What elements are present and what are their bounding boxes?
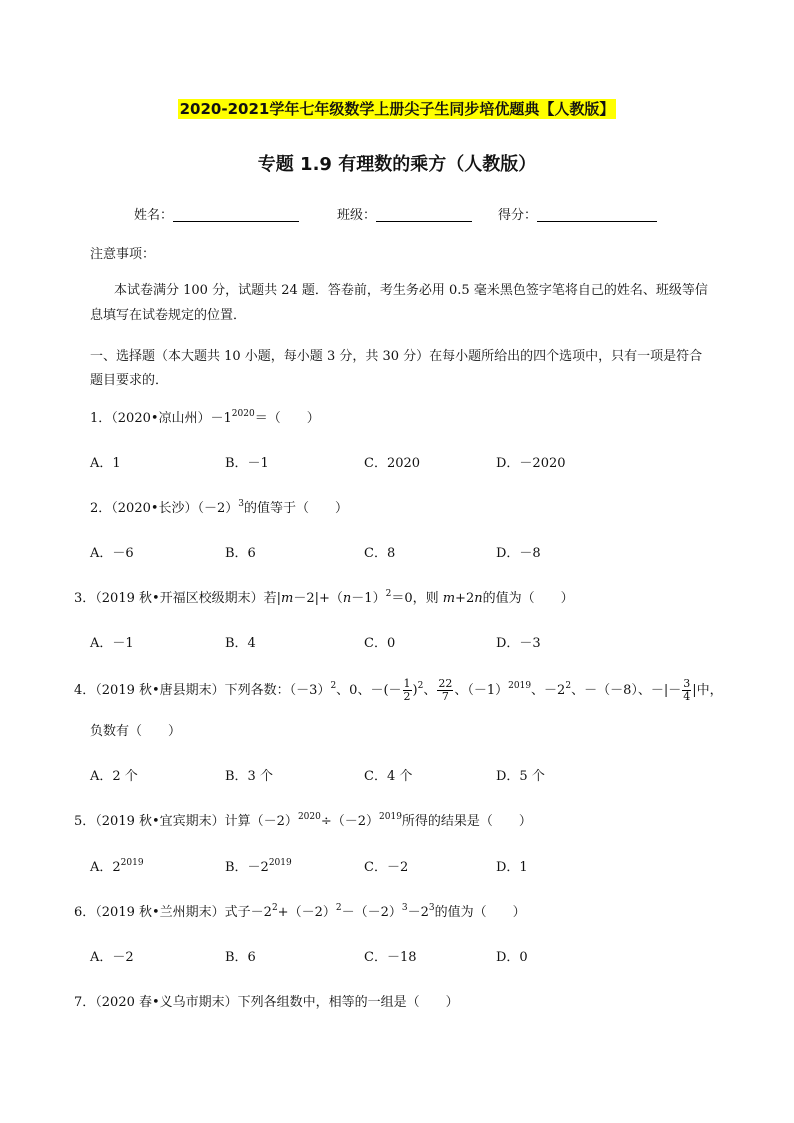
q5-option-a[interactable] xyxy=(90,856,144,875)
q2-option-b[interactable]: B．6 xyxy=(225,546,256,561)
q3-options xyxy=(90,632,710,650)
q5-stem-part: ÷（－2） xyxy=(320,814,380,829)
q6-stem: 6．（2019 秋•兰州期末）式子－2 xyxy=(74,905,272,920)
q4-option-a[interactable]: A．2 个 xyxy=(90,769,138,784)
q4-option-c[interactable]: C．4 个 xyxy=(364,769,413,784)
q2-exponent: 3 xyxy=(238,499,245,509)
q3-stem-part: －1） xyxy=(351,591,386,606)
q4-stem-part: 、－2 xyxy=(531,683,566,698)
q1-stem: 1．（2020•凉山州）－1 xyxy=(90,411,232,426)
q1-exponent: 2020 xyxy=(231,409,255,419)
q4-exponent: 2 xyxy=(330,681,337,691)
q2-option-a[interactable]: A．－6 xyxy=(90,546,134,561)
q4-options xyxy=(90,765,710,783)
q1-option-b[interactable]: B．－1 xyxy=(225,456,269,471)
notice-heading: 注意事项： xyxy=(90,247,156,262)
class-label: 班级： xyxy=(337,208,377,223)
q6-option-d[interactable]: D．0 xyxy=(496,950,528,965)
name-blank[interactable] xyxy=(173,207,299,222)
q1-stem-end: ＝（ ） xyxy=(254,411,320,426)
q6-option-a[interactable]: A．－2 xyxy=(90,950,134,965)
q2-options xyxy=(90,542,710,560)
section-line-2: 题目要求的． xyxy=(90,373,169,388)
q3-option-a[interactable]: A．－1 xyxy=(90,636,134,651)
q3-var-m: m xyxy=(281,591,294,606)
q3-stem-end: 的值为（ ） xyxy=(482,591,574,606)
q4-fraction-1 xyxy=(403,678,412,703)
q3-exponent: 2 xyxy=(385,589,392,599)
q4-stem-part: ) xyxy=(412,683,418,698)
fraction-denominator: 7 xyxy=(441,690,449,703)
q4-fraction-2 xyxy=(437,678,453,703)
q4-option-b[interactable]: B．3 个 xyxy=(225,769,273,784)
q6-stem-part: +（－2） xyxy=(277,905,336,920)
q6-exponent: 2 xyxy=(271,903,278,913)
section-line-1: 一、选择题（本大题共 10 小题，每小题 3 分，共 30 分）在每小题所给出的四个选项中，只有一项是符合 xyxy=(90,349,703,364)
q3-stem-part: －2|+（ xyxy=(293,591,343,606)
q4-stem-part: 、0、 xyxy=(336,683,371,698)
series-banner xyxy=(0,98,794,119)
q4-exponent: 2019 xyxy=(508,681,532,691)
q4-stem-part: －(－ xyxy=(370,683,402,698)
q4-stem-end: |中， xyxy=(692,683,723,698)
question-3 xyxy=(74,587,574,606)
q5-option-a-base: A．2 xyxy=(90,860,121,875)
q6-stem-part: －（－2） xyxy=(341,905,402,920)
fraction-denominator: 2 xyxy=(403,690,411,703)
q4-line-2: 负数有（ ） xyxy=(90,724,182,739)
q3-option-c[interactable]: C．0 xyxy=(364,636,396,651)
question-7: 7．（2020 春•义乌市期末）下列各组数中，相等的一组是（ ） xyxy=(74,995,459,1010)
q3-option-d[interactable]: D．－3 xyxy=(496,636,541,651)
score-label: 得分： xyxy=(498,208,538,223)
q3-stem: 3．（2019 秋•开福区校级期末）若| xyxy=(74,591,282,606)
notice-line-1: 本试卷满分 100 分，试题共 24 题．答卷前，考生务必用 0.5 毫米黑色签字笔将自己的姓名、班级等信 xyxy=(114,283,708,298)
q6-stem-end: 的值为（ ） xyxy=(434,905,526,920)
q2-stem: 2．（2020•长沙）（－2） xyxy=(90,501,239,516)
q5-options xyxy=(90,856,710,874)
q5-exponent: 2020 xyxy=(297,812,321,822)
question-1 xyxy=(90,407,320,426)
q5-option-b-exponent: 2019 xyxy=(268,858,292,868)
q5-option-b[interactable] xyxy=(225,856,292,875)
q5-stem-end: 所得的结果是（ ） xyxy=(401,814,532,829)
fraction-numerator: 22 xyxy=(438,677,453,690)
q6-stem-part: －2 xyxy=(407,905,429,920)
notice-line-2: 息填写在试卷规定的位置． xyxy=(90,308,247,323)
q1-options xyxy=(90,452,710,470)
question-6 xyxy=(74,901,526,920)
name-field[interactable] xyxy=(134,204,299,223)
q6-option-c[interactable]: C．－18 xyxy=(364,950,417,965)
q5-option-b-base: B．－2 xyxy=(225,860,269,875)
q3-stem-part: ＝0，则 xyxy=(391,591,443,606)
q5-option-a-exponent: 2019 xyxy=(120,858,144,868)
name-label: 姓名： xyxy=(134,208,174,223)
q6-options xyxy=(90,946,710,964)
class-blank[interactable] xyxy=(376,207,472,222)
score-blank[interactable] xyxy=(537,207,657,222)
q6-exponent: 3 xyxy=(428,903,435,913)
q6-option-b[interactable]: B．6 xyxy=(225,950,256,965)
q4-fraction-3 xyxy=(682,678,691,703)
page-title: 专题 1.9 有理数的乘方（人教版） xyxy=(257,154,537,175)
q4-stem: 4．（2019 秋•唐县期末）下列各数：（－3） xyxy=(74,683,331,698)
q3-var-n: n xyxy=(342,591,352,606)
q1-option-a[interactable]: A．1 xyxy=(90,456,121,471)
question-4 xyxy=(74,678,723,703)
q3-var-m: m xyxy=(442,591,456,606)
q3-stem-part: +2 xyxy=(455,591,475,606)
q2-option-d[interactable]: D．－8 xyxy=(496,546,541,561)
fraction-denominator: 4 xyxy=(683,690,691,703)
q1-option-d[interactable]: D．－2020 xyxy=(496,456,566,471)
q4-exponent: 2 xyxy=(565,681,572,691)
q5-option-c[interactable]: C．－2 xyxy=(364,860,409,875)
q5-stem: 5．（2019 秋•宜宾期末）计算（－2） xyxy=(74,814,298,829)
q1-option-c[interactable]: C．2020 xyxy=(364,456,421,471)
fraction-numerator: 3 xyxy=(683,677,691,690)
q4-stem-part: 、－（－8）、－|－ xyxy=(571,683,682,698)
banner-text: 2020-2021学年七年级数学上册尖子生同步培优题典【人教版】 xyxy=(179,100,615,118)
q4-option-d[interactable]: D．5 个 xyxy=(496,769,545,784)
q6-exponent: 2 xyxy=(335,903,342,913)
question-5 xyxy=(74,810,532,829)
q5-option-d[interactable]: D．1 xyxy=(496,860,528,875)
fraction-numerator: 1 xyxy=(403,677,411,690)
question-2 xyxy=(90,497,348,516)
q3-var-n: n xyxy=(474,591,483,606)
q4-stem-part: 、 xyxy=(423,683,437,698)
score-field[interactable] xyxy=(498,204,657,223)
q5-exponent: 2019 xyxy=(379,812,402,822)
q6-exponent: 3 xyxy=(401,903,408,913)
q4-exponent: 2 xyxy=(417,681,424,691)
class-field[interactable] xyxy=(337,204,472,223)
q4-stem-part: 、（－1） xyxy=(454,683,509,698)
q2-option-c[interactable]: C．8 xyxy=(364,546,396,561)
q3-option-b[interactable]: B．4 xyxy=(225,636,256,651)
q2-stem-end: 的值等于（ ） xyxy=(244,501,349,516)
